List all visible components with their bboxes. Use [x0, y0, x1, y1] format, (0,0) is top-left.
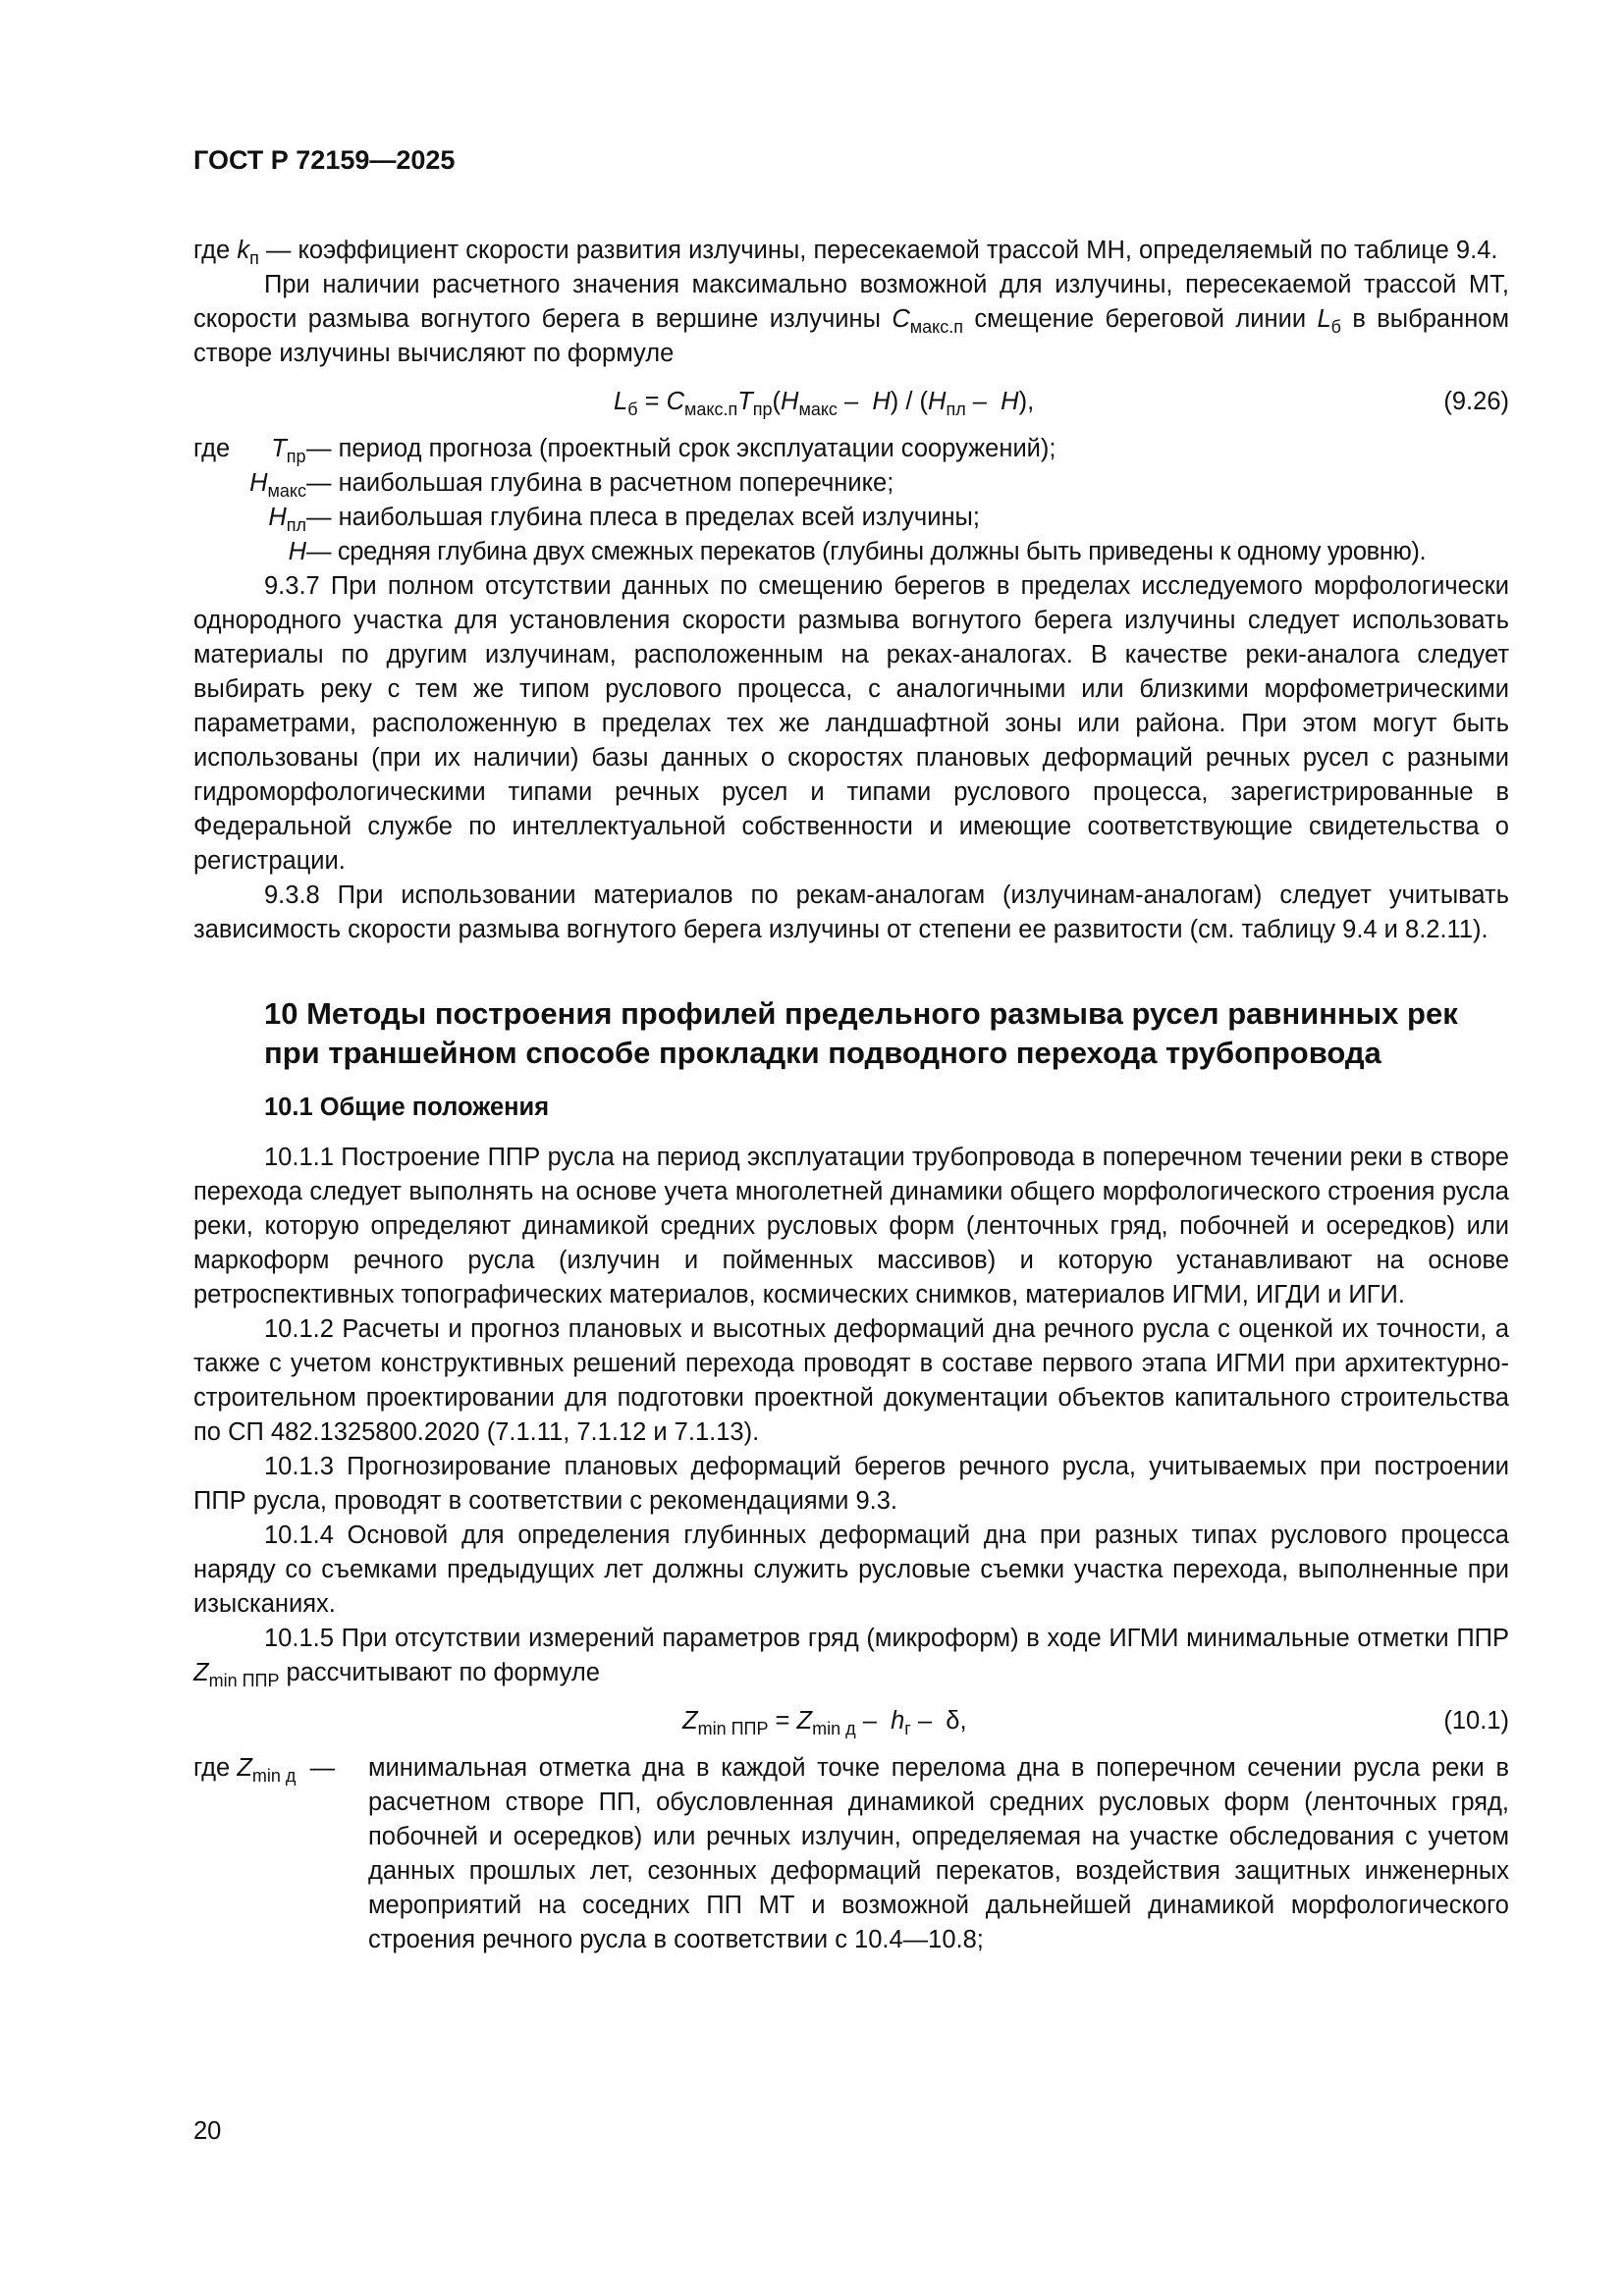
page-body — [193, 234, 1509, 1957]
paragraph-intro: При наличии расчетного значения максимально возможной для излучины, пересекаемой трассой МТ, скорости размыва вогнутого берега в вершине излучины $С_{макс.п}$ смещение береговой линии $L_б$ в выбранном створе излучины вычисляют по формуле — [193, 271, 1509, 367]
where-zmin-d-text: минимальная отметка дна в каждой точке перелома дна в поперечном сечении русла реки в расчетном створе ПП, обусловленная динамикой средних русловых форм (ленточных гряд, побочней и осередков) или речных излучин, определяемая на участке обследования с учетом данных прошлых лет, сезонных деформаций перекатов, воздействия защитных инженерных мероприятий на соседних ПП МТ и возможной дальнейшей динамикой морфологического строения речного русла в соответствии с 10.4—10.8; — [368, 1754, 1509, 1953]
formula-9-26 — [193, 385, 1509, 422]
formula-10-1-expression: $Z_{min ППР} = Z_{min д} - h_г - \delta$, — [682, 1707, 967, 1738]
definition-row — [193, 535, 1509, 569]
where-kp — [193, 234, 1509, 268]
formula-10-1 — [193, 1704, 1509, 1741]
definition-row — [193, 501, 1509, 535]
definition-text: — период прогноза (проектный срок эксплуатации сооружений); — [306, 435, 1056, 462]
paragraph-9-3-7: 9.3.7 При полном отсутствии данных по смещению берегов в пределах исследуемого морфологически однородного участка для установления скорости размыва вогнутого берега излучины следует использовать материалы по другим излучинам, расположенным на реках-аналогах. В качестве реки-аналога следует выбирать реку с тем же типом руслового процесса, с аналогичными или близкими морфометрическими параметрами, расположенную в пределах тех же ландшафтной зоны или района. При этом могут быть использованы (при их наличии) базы данных о скоростях плановых деформаций речных русел с разными гидроморфологическими типами речных русел и типами руслового процесса, зарегистрированные в Федеральной службе по интеллектуальной собственности и имеющие соответствующие свидетельства о регистрации. — [193, 572, 1509, 875]
paragraph-10-1-3: 10.1.3 Прогнозирование плановых деформаций берегов речного русла, учитываемых при построении ППР русла, проводят в соответствии с рекомендациями 9.3. — [193, 1453, 1509, 1515]
definition-row — [193, 432, 1509, 466]
formula-9-26-expression: $L_б = С_{макс.п}Т_{пр}(Н_{макс} - Н) / (Н_{пл} - Н)$, — [614, 388, 1035, 419]
formula-9-26-number: (9.26) — [1443, 388, 1509, 415]
page-number: 20 — [193, 2117, 222, 2145]
document-header: ГОСТ Р 72159—2025 — [193, 145, 456, 175]
definition-text: — наибольшая глубина плеса в пределах всей излучины; — [306, 504, 980, 531]
definition-text: — средняя глубина двух смежных перекатов (глубины должны быть приведены к одному уровню). — [306, 538, 1427, 565]
paragraph-10-1-5: 10.1.5 При отсутствии измерений параметров гряд (микроформ) в ходе ИГМИ минимальные отметки ППР $Z_{min ППР}$ рассчитывают по формуле — [193, 1625, 1509, 1690]
paragraph-10-1-1: 10.1.1 Построение ППР русла на период эксплуатации трубопровода в поперечном течении реки в створе перехода следует выполнять на основе учета многолетней динамики общего морфологического строения русла реки, которую определяют динамикой средних русловых форм (ленточных гряд, побочней и осередков) или маркоформ речного русла (излучин и пойменных массивов) и которую устанавливают на основе ретроспективных топографических материалов, космических снимков, материалов ИГМИ, ИГДИ и ИГИ. — [193, 1144, 1509, 1308]
definition-text: — наибольшая глубина в расчетном поперечнике; — [306, 469, 894, 497]
where-kp-text: коэффициент скорости развития излучины, пересекаемой трассой МН, определяемый по таблице 9.4. — [298, 237, 1498, 264]
definition-symbol: Н — [288, 538, 306, 565]
subsection-10-1-title: 10.1 Общие положения — [264, 1094, 550, 1121]
definition-symbol: где $Т_{пр}$ — [193, 435, 306, 466]
formula-10-1-number: (10.1) — [1443, 1707, 1509, 1735]
paragraph-9-3-8: 9.3.8 При использовании материалов по рекам-аналогам (излучинам-аналогам) следует учитывать зависимость скорости размыва вогнутого берега излучины от степени ее развитости (см. таблицу 9.4 и 8.2.11). — [193, 881, 1509, 943]
where-label: где $Z_{min д}$ — — [193, 1754, 343, 1786]
paragraph-10-1-4: 10.1.4 Основой для определения глубинных деформаций дна при разных типах руслового процесса наряду со съемками предыдущих лет должны служить русловые съемки участка перехода, выполненные при изысканиях. — [193, 1522, 1509, 1618]
where-zmin-d — [193, 1751, 1509, 1957]
definition-symbol: $Н_{пл}$ — [268, 504, 306, 535]
definition-symbol: $Н_{макс}$ — [249, 469, 306, 501]
paragraph-10-1-2: 10.1.2 Расчеты и прогноз плановых и высотных деформаций дна речного русла с оценкой их точности, а также с учетом конструктивных решений перехода проводят в составе первого этапа ИГМИ при архитектурно-строительном проектировании для подготовки проектной документации объектов капитального строительства по СП 482.1325800.2020 (7.1.11, 7.1.12 и 7.1.13). — [193, 1315, 1509, 1446]
where-label: где $k_п$ — — [193, 237, 298, 268]
section-10-title: 10 Методы построения профилей предельного размыва русел равнинных рек при траншейном способе прокладки подводного перехода трубопровода — [264, 996, 1458, 1070]
formula-9-26-definitions — [193, 432, 1509, 569]
definition-row — [193, 466, 1509, 501]
